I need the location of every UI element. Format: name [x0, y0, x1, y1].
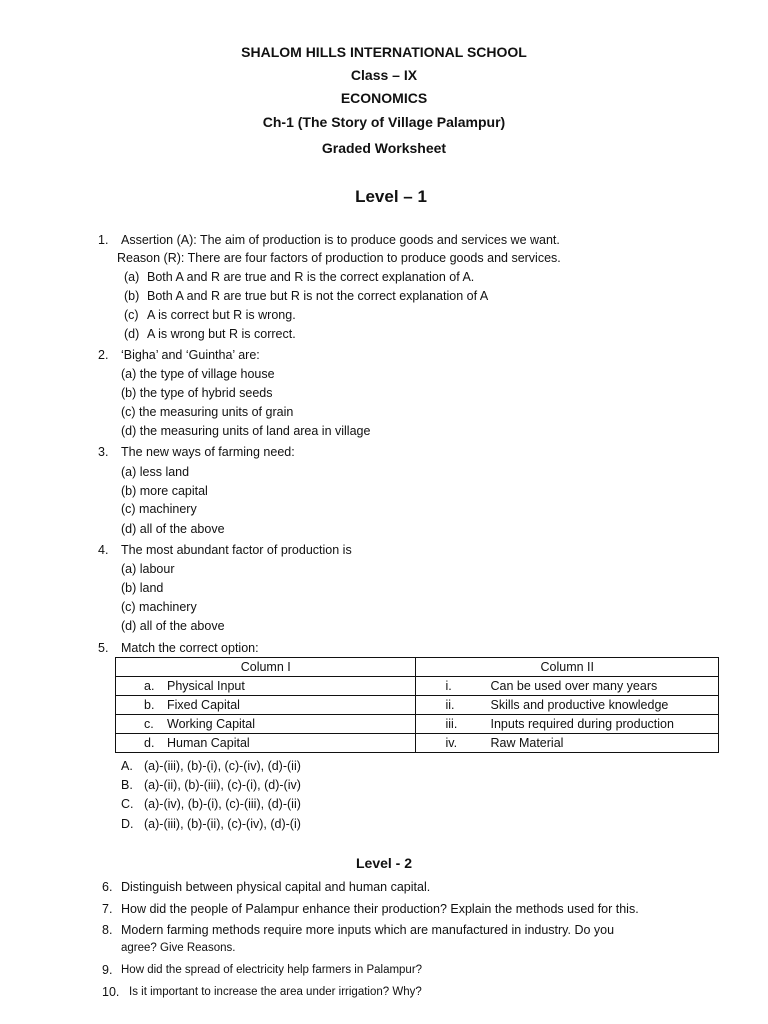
option-text: A is correct but R is wrong.	[147, 308, 296, 322]
table-row	[116, 715, 719, 734]
worksheet-title: Graded Worksheet	[321, 140, 447, 156]
option-mark: (b)	[124, 289, 140, 303]
cell-text: Working Capital	[167, 717, 256, 731]
question-text: Distinguish between physical capital and human capital.	[121, 880, 431, 894]
question-text-continued: agree? Give Reasons.	[121, 942, 236, 954]
question-number: 5.	[98, 641, 109, 655]
chapter-title: Ch-1 (The Story of Village Palampur)	[262, 114, 506, 130]
question-text: Assertion (A): The aim of production is to produce goods and services we want.	[121, 233, 560, 247]
answer-text: (a)-(iii), (b)-(ii), (c)-(iv), (d)-(i)	[144, 817, 301, 831]
option-text: Both A and R are true but R is not the correct explanation of A	[147, 289, 489, 303]
column-header: Column I	[116, 658, 416, 677]
question-number: 8.	[102, 923, 113, 937]
cell-text: Skills and productive knowledge	[490, 698, 669, 712]
level-1-heading: Level – 1	[355, 187, 427, 206]
option-text: (b) the type of hybrid seeds	[121, 386, 273, 400]
answer-mark: A.	[121, 759, 133, 773]
answer-text: (a)-(ii), (b)-(iii), (c)-(i), (d)-(iv)	[144, 778, 301, 792]
table-header-row	[116, 658, 719, 677]
row-mark: d.	[144, 736, 155, 750]
option-text: (b) more capital	[121, 484, 208, 498]
school-name: SHALOM HILLS INTERNATIONAL SCHOOL	[241, 44, 527, 60]
question-text: ‘Bigha’ and ‘Guintha’ are:	[121, 348, 260, 362]
answer-text: (a)-(iv), (b)-(i), (c)-(iii), (d)-(ii)	[144, 797, 301, 811]
table-row	[116, 696, 719, 715]
question-text: How did the people of Palampur enhance their production? Explain the methods used for this.	[121, 902, 639, 916]
question-number: 6.	[102, 880, 113, 894]
match-table	[115, 657, 719, 753]
cell-text: Raw Material	[490, 736, 564, 750]
option-text: (c) machinery	[121, 600, 197, 614]
question-number: 1.	[98, 233, 109, 247]
row-mark: ii.	[445, 698, 455, 712]
option-text: (a) less land	[121, 465, 190, 479]
row-mark: b.	[144, 698, 155, 712]
cell-text: Physical Input	[167, 679, 245, 693]
cell-text: Inputs required during production	[490, 717, 674, 731]
table-row	[116, 677, 719, 696]
row-mark: i.	[445, 679, 452, 693]
row-mark: c.	[144, 717, 154, 731]
question-number: 4.	[98, 543, 109, 557]
option-text: (c) machinery	[121, 502, 197, 516]
option-text: (c) the measuring units of grain	[121, 405, 294, 419]
question-text: Is it important to increase the area under irrigation? Why?	[129, 986, 422, 998]
answer-mark: C.	[121, 797, 134, 811]
option-text: (a) the type of village house	[121, 367, 275, 381]
option-text: (b) land	[121, 581, 164, 595]
option-mark: (a)	[124, 270, 140, 284]
question-number: 7.	[102, 902, 113, 916]
question-number: 9.	[102, 963, 113, 977]
level-2-heading: Level - 2	[355, 855, 413, 871]
cell-text: Can be used over many years	[490, 679, 658, 693]
option-text: (d) the measuring units of land area in village	[121, 424, 371, 438]
option-text: A is wrong but R is correct.	[147, 327, 296, 341]
column-header: Column II	[416, 658, 719, 677]
cell-text: Fixed Capital	[167, 698, 240, 712]
subject-label: ECONOMICS	[340, 90, 428, 106]
answer-text: (a)-(iii), (b)-(i), (c)-(iv), (d)-(ii)	[144, 759, 301, 773]
answer-mark: D.	[121, 817, 134, 831]
option-mark: (c)	[124, 308, 139, 322]
option-text: (d) all of the above	[121, 522, 225, 536]
question-text: How did the spread of electricity help farmers in Palampur?	[121, 964, 423, 976]
question-text: Modern farming methods require more inputs which are manufactured in industry. Do you	[121, 923, 615, 937]
question-number: 3.	[98, 445, 109, 459]
cell-text: Human Capital	[167, 736, 250, 750]
row-mark: iii.	[445, 717, 458, 731]
question-text: The most abundant factor of production is	[121, 543, 352, 557]
question-reason: Reason (R): There are four factors of production to produce goods and services.	[117, 251, 561, 265]
row-mark: a.	[144, 679, 155, 693]
row-mark: iv.	[445, 736, 458, 750]
answer-mark: B.	[121, 778, 133, 792]
question-text: The new ways of farming need:	[121, 445, 295, 459]
question-number: 10.	[102, 985, 120, 999]
question-text: Match the correct option:	[121, 641, 259, 655]
question-number: 2.	[98, 348, 109, 362]
table-row	[116, 734, 719, 753]
option-mark: (d)	[124, 327, 140, 341]
option-text: (a) labour	[121, 562, 175, 576]
option-text: (d) all of the above	[121, 619, 225, 633]
class-label: Class – IX	[350, 67, 418, 83]
option-text: Both A and R are true and R is the correct explanation of A.	[147, 270, 475, 284]
